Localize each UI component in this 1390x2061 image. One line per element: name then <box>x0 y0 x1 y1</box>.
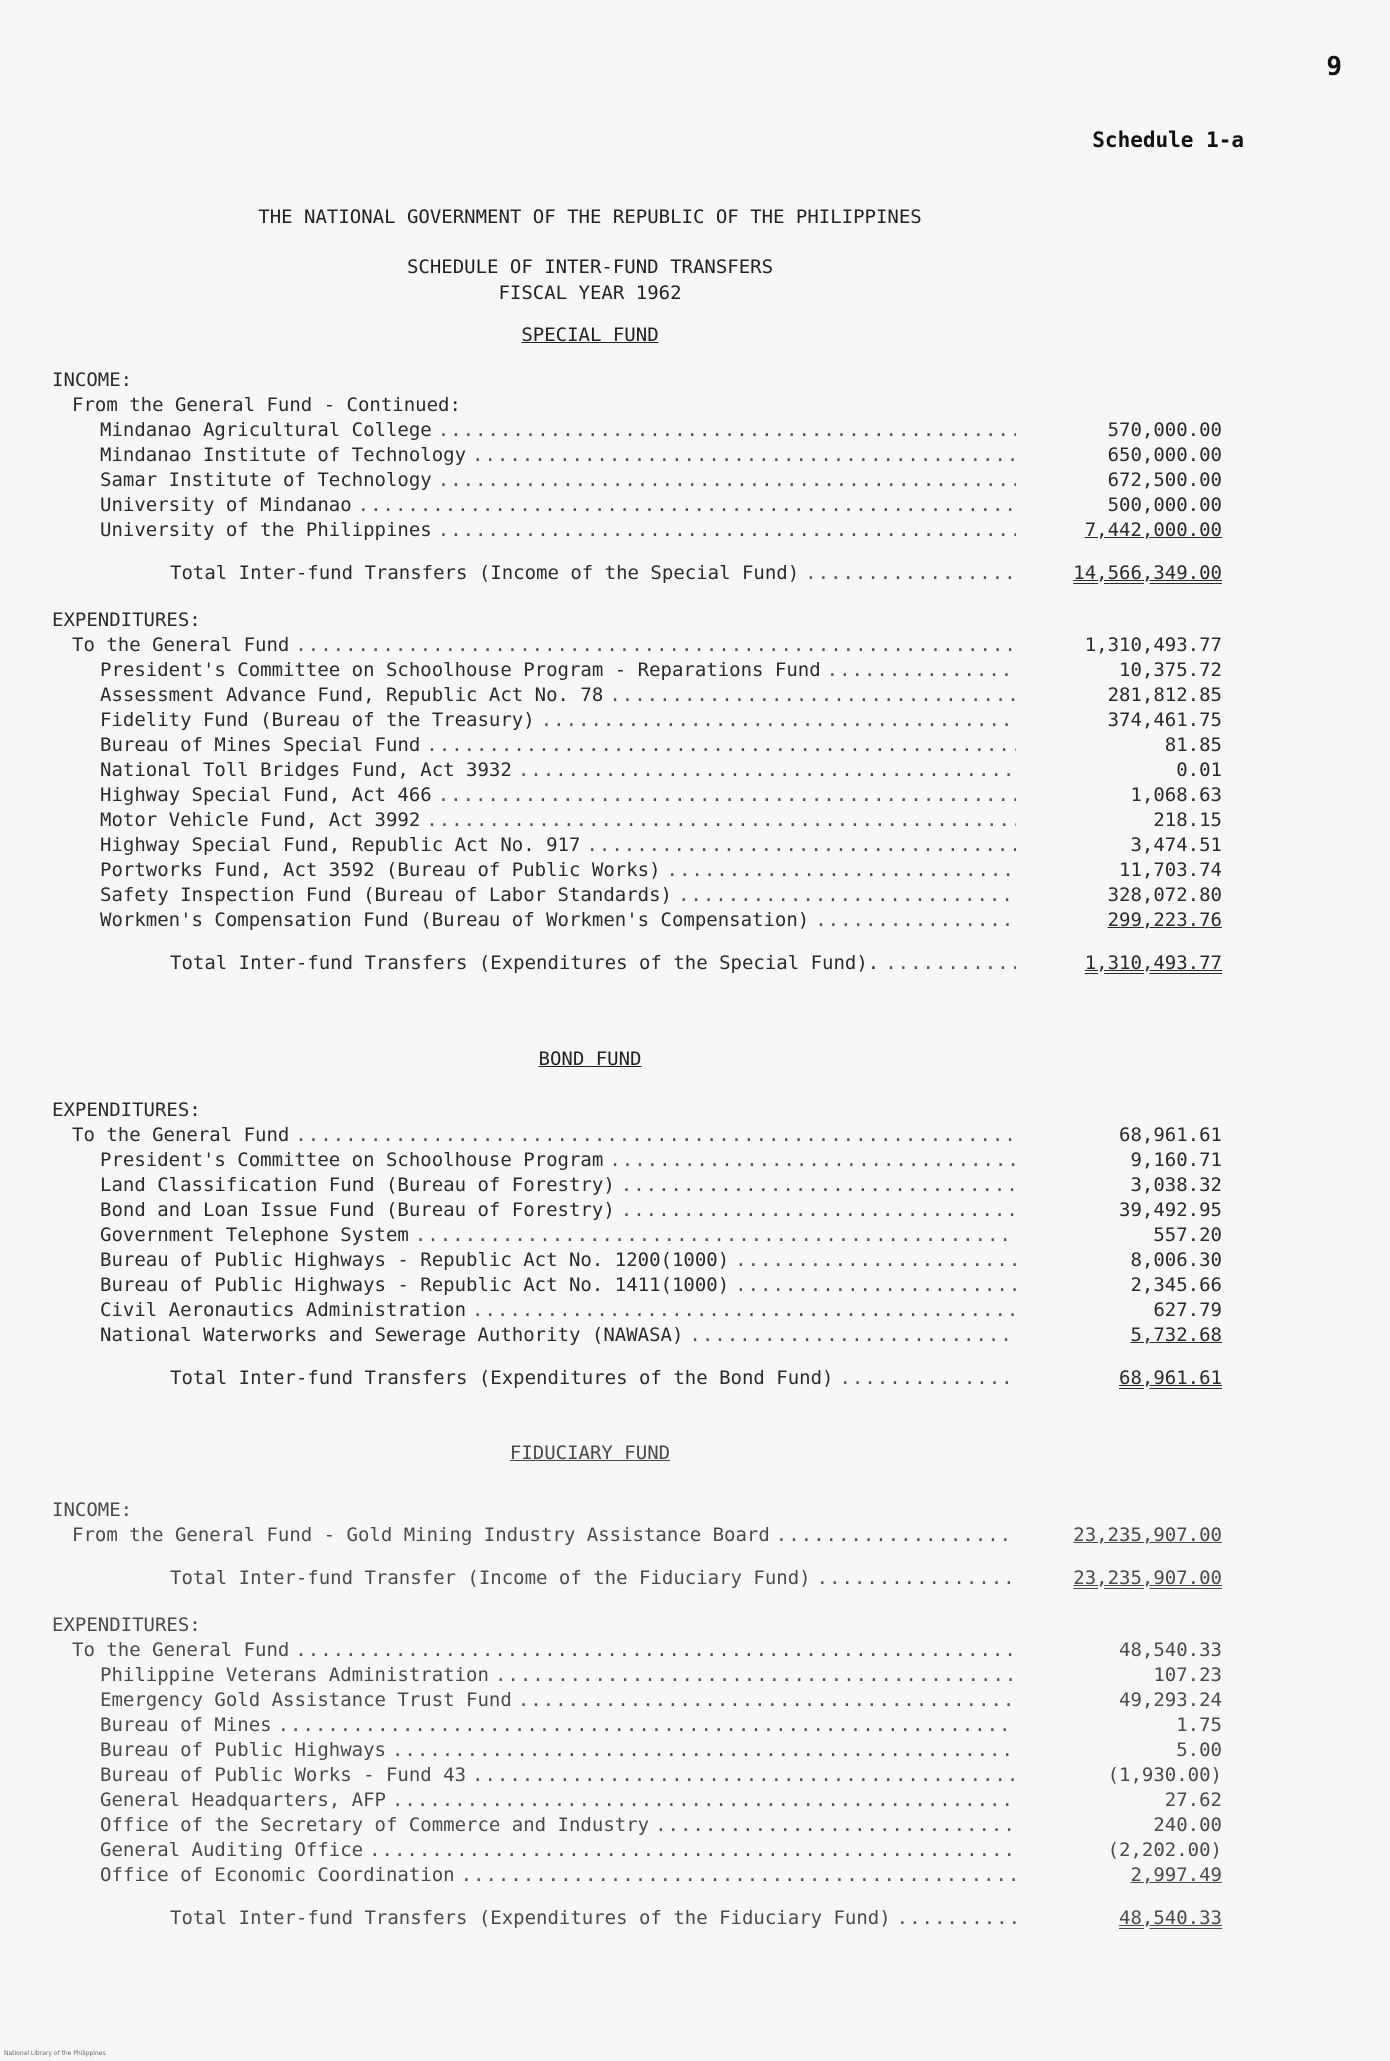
leader-dots <box>495 1663 1016 1688</box>
bond-total-row <box>52 1366 1222 1391</box>
row-name: Workmen's Compensation Fund (Bureau of Workmen's Compensation) <box>100 909 810 931</box>
row-amount: 374,461.75 <box>1107 709 1222 731</box>
from-general-label: From the General Fund - Continued: <box>72 394 461 416</box>
income-label: INCOME: <box>52 1499 133 1521</box>
total-label: Total Inter-fund Transfer (Income of the Fiduciary Fund) <box>170 1567 811 1589</box>
expenditure-row <box>52 758 1222 783</box>
row-name: President's Committee on Schoolhouse Program <box>100 1149 604 1171</box>
row-name: Bureau of Mines <box>100 1714 272 1736</box>
expenditure-row <box>52 808 1222 833</box>
leader-dots <box>295 633 1016 658</box>
bond-row <box>52 1173 1222 1198</box>
to-general-row <box>52 1638 1222 1663</box>
row-name: Mindanao Agricultural College <box>100 419 432 441</box>
row-amount: 68,961.61 <box>1119 1124 1222 1146</box>
expenditure-row <box>52 833 1222 858</box>
leader-dots <box>392 1788 1016 1813</box>
row-amount: 672,500.00 <box>1107 469 1222 491</box>
row-amount: 650,000.00 <box>1107 444 1222 466</box>
row-amount: 557.20 <box>1153 1224 1222 1246</box>
row-amount: 8,006.30 <box>1130 1249 1222 1271</box>
row-amount: 570,000.00 <box>1107 419 1222 441</box>
income-row <box>52 518 1222 543</box>
row-name: General Headquarters, AFP <box>100 1789 386 1811</box>
row-name: Civil Aeronautics Administration <box>100 1299 467 1321</box>
fiduciary-fund-section <box>52 1498 1222 1953</box>
leader-dots <box>461 1863 1016 1888</box>
leader-dots <box>621 1198 1016 1223</box>
total-amount: 1,310,493.77 <box>1084 952 1222 974</box>
row-amount: 5.00 <box>1176 1739 1222 1761</box>
income-total-row <box>52 561 1222 586</box>
row-name: Highway Special Fund, Act 466 <box>100 784 432 806</box>
fiduciary-row <box>52 1788 1222 1813</box>
expenditure-row <box>52 858 1222 883</box>
row-name: Emergency Gold Assistance Trust Fund <box>100 1689 512 1711</box>
to-general-row <box>52 1123 1222 1148</box>
row-amount: 627.79 <box>1153 1299 1222 1321</box>
row-amount: 107.23 <box>1153 1664 1222 1686</box>
row-name: Assessment Advance Fund, Republic Act No. 78 <box>100 684 604 706</box>
income-row <box>52 468 1222 493</box>
row-amount: 10,375.72 <box>1119 659 1222 681</box>
leader-dots <box>518 758 1016 783</box>
leader-dots <box>839 1366 1016 1391</box>
leader-dots <box>897 1906 1016 1931</box>
leader-dots <box>815 908 1016 933</box>
row-name: Motor Vehicle Fund, Act 3992 <box>100 809 421 831</box>
leader-dots <box>426 733 1016 758</box>
special-fund-section <box>52 368 1222 998</box>
document-subtitle: SCHEDULE OF INTER-FUND TRANSFERS <box>406 256 774 278</box>
leader-dots <box>776 1523 1016 1548</box>
total-amount: 23,235,907.00 <box>1073 1567 1222 1589</box>
row-name: Land Classification Fund (Bureau of Forestry) <box>100 1174 615 1196</box>
leader-dots <box>735 1273 1016 1298</box>
row-name: Philippine Veterans Administration <box>100 1664 489 1686</box>
row-amount: (1,930.00) <box>1107 1764 1222 1786</box>
bond-row <box>52 1223 1222 1248</box>
to-general-row <box>52 633 1222 658</box>
row-amount: 1.75 <box>1176 1714 1222 1736</box>
row-name: General Auditing Office <box>100 1839 364 1861</box>
leader-dots <box>472 1763 1016 1788</box>
leader-dots <box>827 658 1016 683</box>
fiduciary-fund-title: FIDUCIARY FUND <box>509 1442 671 1464</box>
leader-dots <box>369 1838 1016 1863</box>
row-amount: 39,492.95 <box>1119 1199 1222 1221</box>
bond-fund-title: BOND FUND <box>538 1048 642 1070</box>
bond-row <box>52 1148 1222 1173</box>
row-name: National Waterworks and Sewerage Authority (NAWASA) <box>100 1324 684 1346</box>
leader-dots <box>817 1566 1016 1591</box>
row-name: From the General Fund - Gold Mining Industry Assistance Board <box>72 1524 770 1546</box>
expenditure-row <box>52 708 1222 733</box>
income-label: INCOME: <box>52 369 133 391</box>
row-name: To the General Fund <box>72 1124 290 1146</box>
row-amount: 218.15 <box>1153 809 1222 831</box>
leader-dots <box>438 418 1016 443</box>
row-amount: 299,223.76 <box>1107 909 1222 931</box>
row-name: Office of Economic Coordination <box>100 1864 455 1886</box>
row-name: University of the Philippines <box>100 519 432 541</box>
row-amount: 3,038.32 <box>1130 1174 1222 1196</box>
total-label: Total Inter-fund Transfers (Expenditures of the Special Fund). <box>170 952 880 974</box>
leader-dots <box>621 1173 1016 1198</box>
expenditure-row <box>52 783 1222 808</box>
fiduciary-row <box>52 1688 1222 1713</box>
leader-dots <box>278 1713 1016 1738</box>
row-name: Government Telephone System <box>100 1224 409 1246</box>
expenditure-row <box>52 733 1222 758</box>
leader-dots <box>415 1223 1016 1248</box>
row-amount: 500,000.00 <box>1107 494 1222 516</box>
expenditures-label: EXPENDITURES: <box>52 1614 201 1636</box>
total-label: Total Inter-fund Transfers (Income of the Special Fund) <box>170 562 800 584</box>
row-name: Bureau of Public Highways <box>100 1739 386 1761</box>
row-name: Bureau of Public Works - Fund 43 <box>100 1764 467 1786</box>
leader-dots <box>609 683 1016 708</box>
leader-dots <box>438 518 1016 543</box>
row-amount: 1,068.63 <box>1130 784 1222 806</box>
leader-dots <box>518 1688 1016 1713</box>
leader-dots <box>586 833 1016 858</box>
document-title: THE NATIONAL GOVERNMENT OF THE REPUBLIC OF THE PHILIPPINES <box>258 206 922 228</box>
leader-dots <box>735 1248 1016 1273</box>
fiduciary-row <box>52 1738 1222 1763</box>
row-amount: 3,474.51 <box>1130 834 1222 856</box>
leader-dots <box>295 1123 1016 1148</box>
leader-dots <box>885 951 1016 976</box>
row-amount: 23,235,907.00 <box>1073 1524 1222 1546</box>
row-name: University of Mindanao <box>100 494 352 516</box>
row-amount: 0.01 <box>1176 759 1222 781</box>
total-amount: 14,566,349.00 <box>1073 562 1222 584</box>
bond-row <box>52 1323 1222 1348</box>
income-row <box>52 418 1222 443</box>
row-amount: 328,072.80 <box>1107 884 1222 906</box>
leader-dots <box>541 708 1016 733</box>
row-amount: 2,997.49 <box>1130 1864 1222 1886</box>
leader-dots <box>689 1323 1016 1348</box>
page-number: 9 <box>1326 52 1342 82</box>
row-name: Mindanao Institute of Technology <box>100 444 467 466</box>
row-amount: 48,540.33 <box>1119 1639 1222 1661</box>
leader-dots <box>438 468 1016 493</box>
row-amount: 281,812.85 <box>1107 684 1222 706</box>
row-name: To the General Fund <box>72 1639 290 1661</box>
row-amount: 27.62 <box>1164 1789 1222 1811</box>
total-label: Total Inter-fund Transfers (Expenditures of the Fiduciary Fund) <box>170 1907 891 1929</box>
fiduciary-row <box>52 1813 1222 1838</box>
leader-dots <box>472 443 1016 468</box>
schedule-label: Schedule 1-a <box>1092 128 1244 152</box>
fiduciary-row <box>52 1838 1222 1863</box>
expenditure-row <box>52 908 1222 933</box>
footer-tag: National Library of the Philippines <box>4 2050 106 2057</box>
expenditure-row <box>52 658 1222 683</box>
expenditure-row <box>52 683 1222 708</box>
income-row <box>52 443 1222 468</box>
row-name: To the General Fund <box>72 634 290 656</box>
total-label: Total Inter-fund Transfers (Expenditures of the Bond Fund) <box>170 1367 834 1389</box>
leader-dots <box>358 493 1016 518</box>
bond-row <box>52 1248 1222 1273</box>
row-amount: 2,345.66 <box>1130 1274 1222 1296</box>
row-name: Bureau of Public Highways - Republic Act No. 1200(1000) <box>100 1249 730 1271</box>
row-name: Office of the Secretary of Commerce and Industry <box>100 1814 650 1836</box>
bond-row <box>52 1198 1222 1223</box>
row-amount: 11,703.74 <box>1119 859 1222 881</box>
leader-dots <box>678 883 1016 908</box>
row-name: Bureau of Mines Special Fund <box>100 734 421 756</box>
bond-row <box>52 1273 1222 1298</box>
expenditure-row <box>52 883 1222 908</box>
income-row <box>52 493 1222 518</box>
row-amount: 1,310,493.77 <box>1084 634 1222 656</box>
leader-dots <box>805 561 1016 586</box>
total-amount: 68,961.61 <box>1119 1367 1222 1389</box>
bond-row <box>52 1298 1222 1323</box>
row-name: Bureau of Public Highways - Republic Act No. 1411(1000) <box>100 1274 730 1296</box>
leader-dots <box>655 1813 1016 1838</box>
row-name: National Toll Bridges Fund, Act 3932 <box>100 759 512 781</box>
leader-dots <box>609 1148 1016 1173</box>
row-amount: (2,202.00) <box>1107 1839 1222 1861</box>
row-amount: 240.00 <box>1153 1814 1222 1836</box>
bond-fund-section <box>52 1098 1222 1413</box>
fiduciary-row <box>52 1863 1222 1888</box>
income-total-row <box>52 1566 1222 1591</box>
leader-dots <box>392 1738 1016 1763</box>
row-amount: 7,442,000.00 <box>1084 519 1222 541</box>
row-name: President's Committee on Schoolhouse Program - Reparations Fund <box>100 659 821 681</box>
fiduciary-row <box>52 1713 1222 1738</box>
leader-dots <box>472 1298 1016 1323</box>
leader-dots <box>295 1638 1016 1663</box>
expenditures-label: EXPENDITURES: <box>52 1099 201 1121</box>
leader-dots <box>426 808 1016 833</box>
row-name: Bond and Loan Issue Fund (Bureau of Forestry) <box>100 1199 615 1221</box>
row-name: Safety Inspection Fund (Bureau of Labor Standards) <box>100 884 672 906</box>
expenditure-total-row <box>52 951 1222 976</box>
row-name: Fidelity Fund (Bureau of the Treasury) <box>100 709 535 731</box>
row-amount: 5,732.68 <box>1130 1324 1222 1346</box>
fiduciary-row <box>52 1663 1222 1688</box>
row-amount: 49,293.24 <box>1119 1689 1222 1711</box>
leader-dots <box>667 858 1016 883</box>
row-name: Portworks Fund, Act 3592 (Bureau of Public Works) <box>100 859 661 881</box>
special-fund-title: SPECIAL FUND <box>521 324 659 346</box>
income-row <box>52 1523 1222 1548</box>
row-amount: 81.85 <box>1164 734 1222 756</box>
leader-dots <box>438 783 1016 808</box>
fiduciary-total-row <box>52 1906 1222 1931</box>
fiduciary-row <box>52 1763 1222 1788</box>
total-amount: 48,540.33 <box>1119 1907 1222 1929</box>
expenditures-label: EXPENDITURES: <box>52 609 201 631</box>
row-name: Samar Institute of Technology <box>100 469 432 491</box>
row-name: Highway Special Fund, Republic Act No. 917 <box>100 834 581 856</box>
row-amount: 9,160.71 <box>1130 1149 1222 1171</box>
fiscal-year: FISCAL YEAR 1962 <box>498 282 682 304</box>
